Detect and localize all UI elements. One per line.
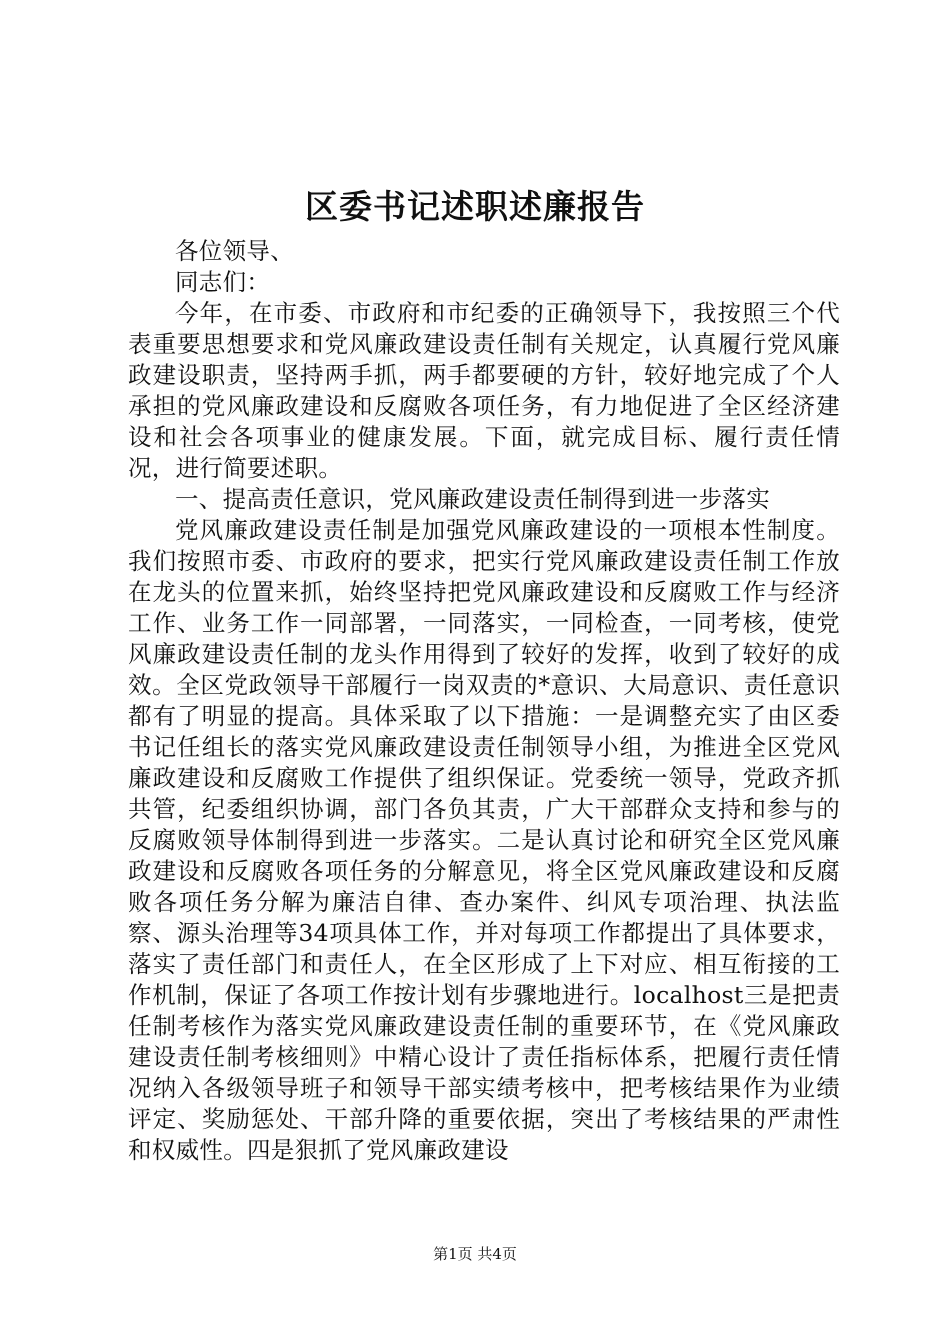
- document-title: 区委书记述职述廉报告: [305, 187, 645, 226]
- page-number-footer: 第1页 共4页: [433, 1245, 517, 1263]
- section-heading-1: 一、提高责任意识，党风廉政建设责任制得到进一步落实: [175, 485, 770, 513]
- section-1-paragraph: 党风廉政建设责任制是加强党风廉政建设的一项根本性制度。我们按照市委、市政府的要求，把实行党风廉政建设责任制工作放在龙头的位置来抓，始终坚持把党风廉政建设和反腐败工作与经济工作、业务工作一同部署，一同落实，一同检查，一同考核，使党风廉政建设责任制的龙头作用得到了较好的发挥，收到了较好的成效。全区党政领导干部履行一岗双责的*意识、大局意识、责任意识都有了明显的提高。具体采取了以下措施：一是调整充实了由区委书记任组长的落实党风廉政建设责任制领导小组，为推进全区党风廉政建设和反腐败工作提供了组织保证。党委统一领导，党政齐抓共管，纪委组织协调，部门各负其责，广大干部群众支持和参与的反腐败领导体制得到进一步落实。二是认真讨论和研究全区党风廉政建设和反腐败各项任务的分解意见，将全区党风廉政建设和反腐败各项任务分解为廉洁自律、查办案件、纠风专项治理、执法监察、源头治理等34项具体工作，并对每项工作都提出了具体要求，落实了责任部门和责任人，在全区形成了上下对应、相互衔接的工作机制，保证了各项工作按计划有步骤地进行。localhost三是把责任制考核作为落实党风廉政建设责任制的重要环节，在《党风廉政建设责任制考核细则》中精心设计了责任指标体系，把履行责任情况纳入各级领导班子和领导干部实绩考核中，把考核结果作为业绩评定、奖励惩处、干部升降的重要依据，突出了考核结果的严肃性和权威性。四是狠抓了党风廉政建设: [128, 516, 840, 1164]
- salutation-leaders: 各位领导、: [175, 237, 294, 265]
- intro-paragraph: 今年，在市委、市政府和市纪委的正确领导下，我按照三个代表重要思想要求和党风廉政建设责任制有关规定，认真履行党风廉政建设职责，坚持两手抓，两手都要硬的方针，较好地完成了个人承担的党风廉政建设和反腐败各项任务，有力地促进了全区经济建设和社会各项事业的健康发展。下面，就完成目标、履行责任情况，进行简要述职。: [128, 299, 840, 482]
- salutation-comrades: 同志们：: [175, 268, 271, 296]
- document-body: [128, 236, 840, 1166]
